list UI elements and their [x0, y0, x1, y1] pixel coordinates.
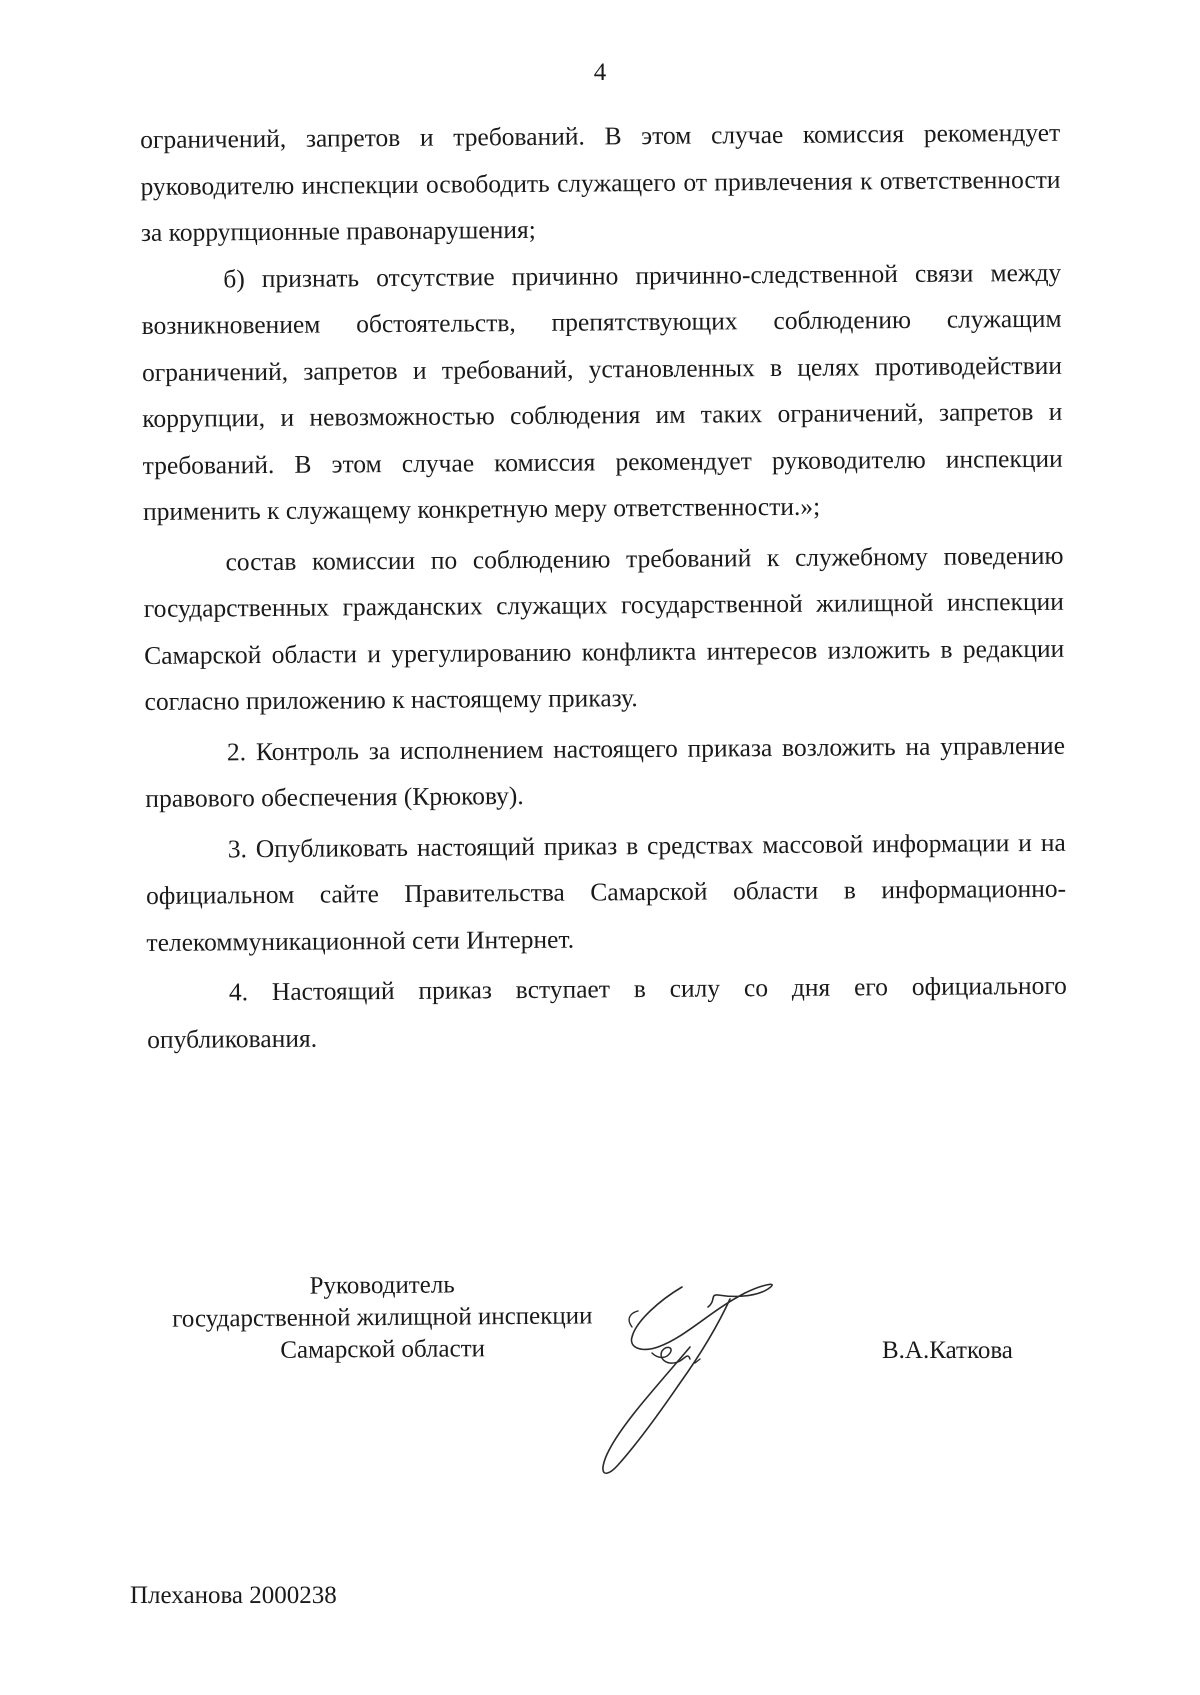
executor-contact: Плеханова 2000238	[130, 1582, 337, 1609]
paragraph-commission-composition: состав комиссии по соблюдению требований к служебному поведению государственных гражданских служащих государственной жилищной инспекции Самарской области и урегулированию конфликта интересов изложить в редакции согласно приложению к настоящему приказу.	[143, 540, 1065, 716]
signatory-name: В.А.Каткова	[882, 1337, 1013, 1364]
signatory-position-line: Руководитель	[309, 1271, 455, 1300]
page-number: 4	[593, 59, 607, 86]
signatory-position-line: Самарской области	[280, 1335, 486, 1364]
signatory-position-line: государственной жилищной инспекции	[172, 1302, 593, 1333]
paragraph-point-3: 3. Опубликовать настоящий приказ в средствах массовой информации и на официальном сайте Правительства Самарской области в информационно-телекоммуникационной сети Интернет.	[146, 827, 1067, 957]
handwritten-signature	[540, 1255, 840, 1485]
paragraph-point-2: 2. Контроль за исполнением настоящего приказа возложить на управление правового обеспечения (Крюкову).	[145, 730, 1066, 813]
paragraph-continuation: ограничений, запретов и требований. В этом случае комиссия рекомендует руководителю инспекции освободить служащего от привлечения к ответственности за коррупционные правонарушения;	[140, 117, 1061, 247]
paragraph-item-b: б) признать отсутствие причинно причинно-следственной связи между возникновением обстоятельств, препятствующих соблюдению служащим ограничений, запретов и требований, установленных в целях противодействии коррупции, и невозможностью соблюдения им таких ограничений, запретов и требований. В этом случае комиссия рекомендует руководителю инспекции применить к служащему конкретную меру ответственности.»;	[141, 257, 1063, 526]
paragraph-point-4: 4. Настоящий приказ вступает в силу со дня его официального опубликования.	[147, 970, 1067, 1054]
